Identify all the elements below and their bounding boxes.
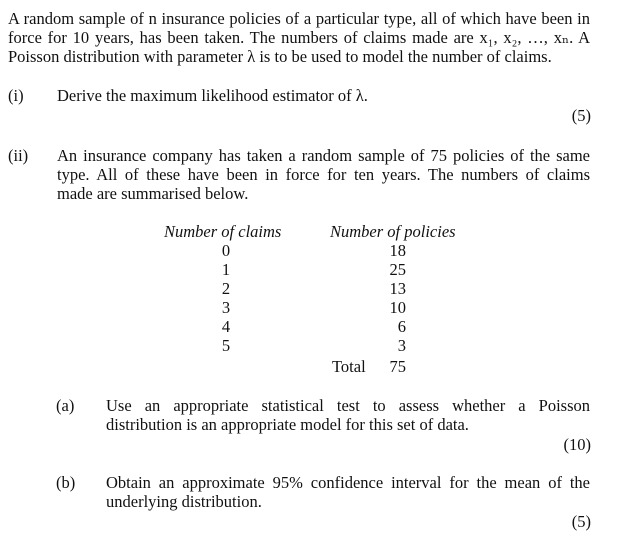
part-ii-paragraph (57, 146, 590, 203)
table-cell-policies: 25 (389, 260, 406, 279)
table-header-claims: Number of claims (164, 222, 282, 241)
table-cell-claims: 3 (221, 298, 231, 317)
part-a-label: (a) (56, 396, 75, 415)
table-cell-policies: 10 (389, 298, 406, 317)
intro-line-1: A random sample of n insurance policies of a particular type, all of which have been in (8, 9, 590, 28)
part-a-marks: (10) (563, 435, 591, 454)
part-a-line-2: distribution is an appropriate model for this set of data. (106, 415, 469, 434)
table-header-policies: Number of policies (330, 222, 456, 241)
table-cell-policies: 18 (389, 241, 406, 260)
table-cell-claims: 5 (221, 336, 231, 355)
part-b-line-2: underlying distribution. (106, 492, 262, 511)
part-a-line-1: Use an appropriate statistical test to assess whether a Poisson (106, 396, 590, 415)
table-total-label: Total (332, 357, 366, 376)
part-ii-line-1: An insurance company has taken a random sample of 75 policies of the same (57, 146, 590, 165)
part-a-paragraph (106, 396, 590, 434)
part-ii-label: (ii) (8, 146, 29, 165)
table-cell-policies: 13 (389, 279, 406, 298)
intro-line-2: force for 10 years, has been taken. The numbers of claims made are x₁, x₂, …, xₙ. A (8, 28, 590, 47)
table-cell-policies: 3 (397, 336, 406, 355)
table-cell-policies: 6 (397, 317, 406, 336)
table-claims-column (214, 241, 238, 355)
table-cell-claims: 1 (221, 260, 231, 279)
part-b-paragraph (106, 473, 590, 511)
part-b-marks: (5) (571, 512, 591, 531)
intro-line-3: Poisson distribution with parameter λ is to be used to model the number of claims. (8, 47, 552, 66)
part-i-marks: (5) (571, 106, 591, 125)
table-cell-claims: 0 (221, 241, 231, 260)
table-cell-claims: 2 (221, 279, 231, 298)
part-i-label: (i) (8, 86, 24, 105)
part-b-label: (b) (56, 473, 76, 492)
table-cell-claims: 4 (221, 317, 231, 336)
table-policies-column (374, 241, 406, 355)
part-i-text: Derive the maximum likelihood estimator of λ. (57, 86, 368, 105)
table-total-value: 75 (389, 357, 406, 376)
part-ii-line-2: type. All of these have been in force for ten years. The numbers of claims (57, 165, 590, 184)
part-ii-line-3: made are summarised below. (57, 184, 249, 203)
part-b-line-1: Obtain an approximate 95% confidence interval for the mean of the (106, 473, 590, 492)
intro-paragraph (8, 9, 590, 66)
